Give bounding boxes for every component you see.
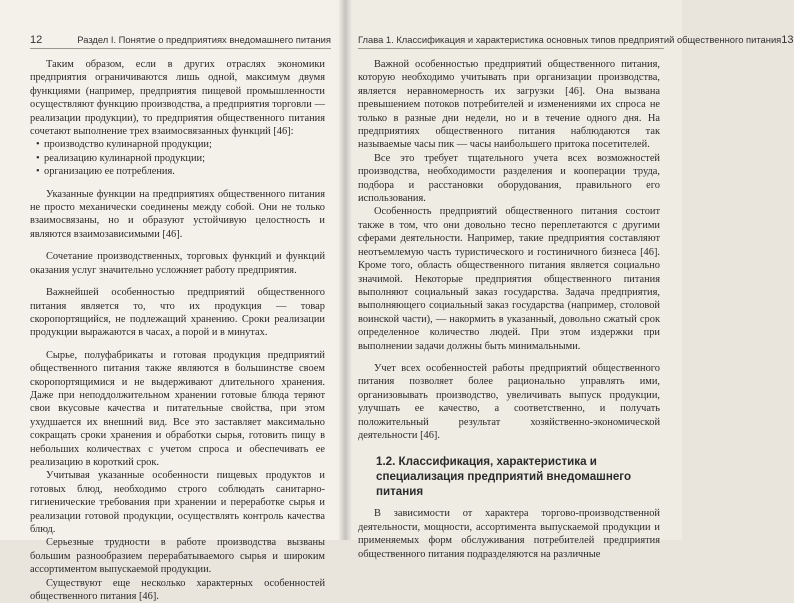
paragraph: Сырье, полуфабрикаты и готовая продукция предприятий общественного питания также являются в большинстве своем скоропортящимися и не выдерживают длительного хранения. Даже при неподдолжительном хранении готовые блюда теряют свои вкусовые качества и питательные свойства, при этом ухудшается их внешний вид. Все это заставляет максимально сокращать сроки хранения и обработки сырья, готовить пищу в небольших количествах с учетом спроса и обеспечивать ее реализацию в короткий срок. [30, 349, 325, 468]
list-item: • реализацию кулинарной продукции; [30, 152, 325, 165]
left-page-number: 12 [30, 34, 43, 46]
paragraph: Важной особенностью предприятий общественного питания, которую необходимо учитывать при организации производства, является неравномерность их загрузки [46]. Она вызвана превышением потоков потребителей и изменениями их спроса не только в разные дни недели, но и в течение одного дня. На предприятиях общественного питания наблюдаются так называемые часы пик — часы наибольшего притока посетителей. [358, 59, 660, 151]
right-page [345, 0, 794, 560]
left-header-rule [30, 48, 331, 49]
right-page-number: 13 [781, 34, 794, 46]
paragraph: В зависимости от характера торгово-производственной деятельности, мощности, ассортимента выпускаемой продукции и применяемых форм обслуживания потребителей предприятия общественного питания подразделяются на различные [358, 508, 660, 560]
paragraph: Важнейшей особенностью предприятий общественного питания является то, что их продукция — товар скоропортящийся, не подлежащий хранению. Сроки реализации продукции выражаются в часах, а порой и в минутах. [30, 287, 325, 339]
function-list [30, 138, 325, 178]
paragraph: Особенность предприятий общественного питания состоит также в том, что они довольно тесно переплетаются с другими сферами деятельности. Например, такие предприятия составляют неотъемлемую часть туристического и гостиничного бизнеса [46]. Кроме того, область общественного питания является социально значимой. Некоторые предприятия общественного питания выполняют социальный заказ государства. Задача предприятия, выполняющего социальный заказ государства (например, столовой воинской части), — накормить в указанный, довольно сжатый срок определенное количество людей. При этом издержки при выполнении задачи должны быть минимальными. [358, 206, 660, 352]
paragraph: Таким образом, если в других отраслях экономики предприятия ограничиваются лишь одной, максимум двумя функциями (например, предприятия пищевой промышленности осуществляют функцию производства, а предприятия торговли — реализации продукции), то предприятия общественного питания сочетают выполнение трех взаимосвязанных функций [46]: [30, 59, 325, 138]
right-header-rule [358, 48, 664, 49]
paragraph: Учет всех особенностей работы предприятий общественного питания позволяет более рационально управлять ими, организовывать производство, увеличивать выпуск продукции, улучшать ее качество, а соответственно, и получать положительный результат хозяйственно-экономической деятельности [46]. [358, 362, 660, 441]
paragraph: Указанные функции на предприятиях общественного питания не просто механически соединены между собой. Они не только взаимосвязаны, но и образуют устойчивую целостность и являются взаимозависимыми [46]. [30, 188, 325, 240]
right-running-head [358, 34, 794, 48]
right-running-head-text: Глава 1. Классификация и характеристика основных типов предприятий общественного питания [358, 34, 782, 45]
left-running-head-text: Раздел I. Понятие о предприятиях внедомашнего питания [77, 34, 331, 45]
left-page [0, 0, 345, 603]
list-item: • производство кулинарной продукции; [30, 138, 325, 151]
list-item: • организацию ее потребления. [30, 165, 325, 178]
paragraph: Существуют еще несколько характерных особенностей общественного питания [46]. [30, 577, 325, 603]
paragraph: Серьезные трудности в работе производства вызваны большим разнообразием перерабатываемого сырья и широким ассортиментом выпускаемой продукции. [30, 537, 325, 576]
section-heading: 1.2. Классификация, характеристика и специализация предприятий внедомашнего питания [376, 455, 632, 499]
left-running-head [30, 34, 331, 48]
right-page-body [358, 58, 660, 561]
paragraph: Учитывая указанные особенности пищевых продуктов и готовых блюд, необходимо строго соблюдать санитарно-гигиенические требования при хранении и переработке сырья и реализации готовой продукции, осуществлять контроль качества блюд. [30, 470, 325, 535]
paragraph: Все это требует тщательного учета всех возможностей производства, необходимости разделения и кооперации труда, подбора и расстановки оборудования, правильного его использования. [358, 152, 660, 205]
left-page-body [30, 58, 325, 603]
paragraph: Сочетание производственных, торговых функций и функций оказания услуг значительно усложняет работу предприятия. [30, 251, 325, 276]
